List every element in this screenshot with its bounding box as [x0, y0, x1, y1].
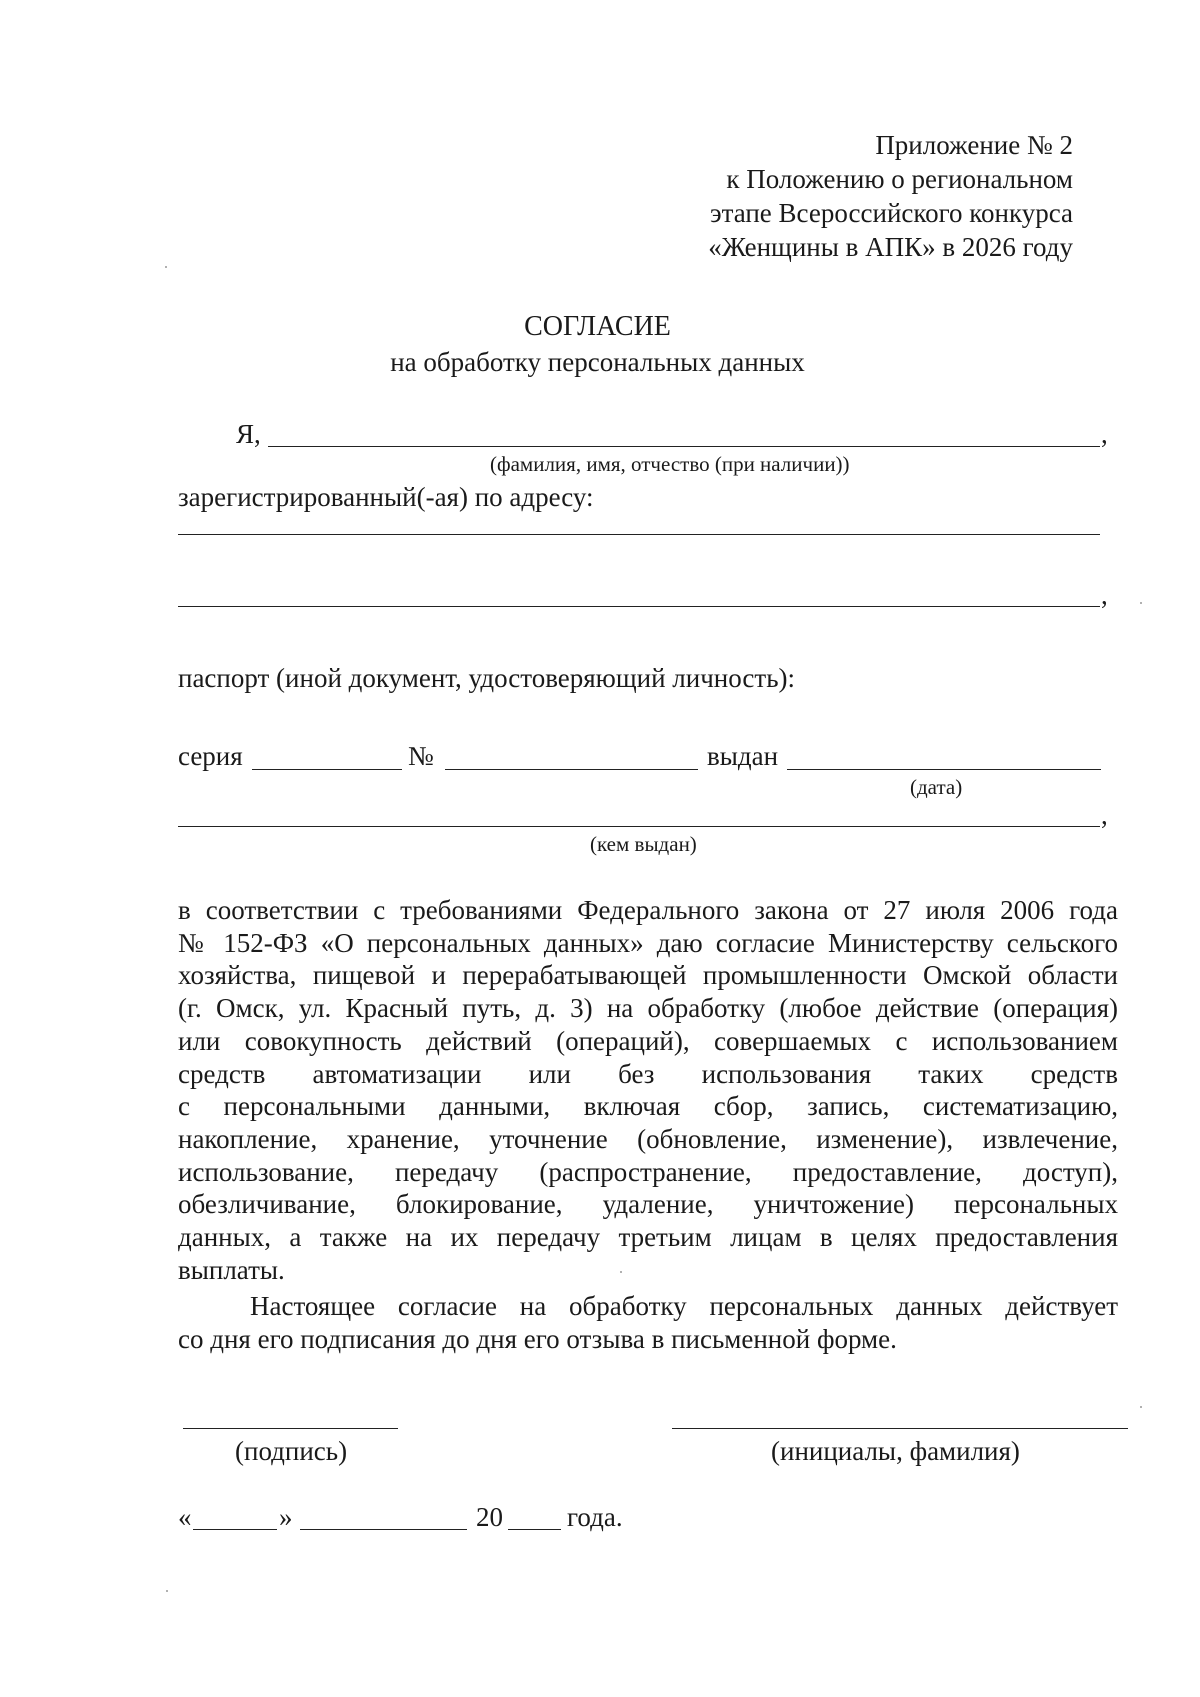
- consent-line: или совокупность действий (операций), совершаемых с использованием: [178, 1025, 1118, 1056]
- issued-by-comma: ,: [1101, 800, 1108, 830]
- fio-caption: (фамилия, имя, отчество (при наличии)): [490, 452, 850, 476]
- validity-paragraph: [178, 1290, 1118, 1355]
- number-label: №: [408, 741, 434, 771]
- fio-comma: ,: [1101, 419, 1108, 449]
- scan-dust: [1140, 1406, 1142, 1408]
- issue-date-field-line[interactable]: [787, 769, 1101, 770]
- consent-line: данных, а также на их передачу третьим лицам в целях предоставления: [178, 1222, 1118, 1253]
- scan-dust: [1140, 602, 1142, 604]
- name-field-line[interactable]: [672, 1428, 1128, 1429]
- month-field-line[interactable]: [300, 1529, 467, 1530]
- scan-dust: [620, 1271, 622, 1273]
- series-label: серия: [178, 741, 243, 771]
- date-caption: (дата): [910, 775, 963, 799]
- validity-line: со дня его подписания до дня его отзыва в письменной форме.: [178, 1323, 897, 1354]
- passport-label: паспорт (иной документ, удостоверяющий личность):: [178, 663, 796, 693]
- appendix-reference-line-2: к Положению о региональном: [726, 164, 1073, 194]
- signature-caption: (подпись): [235, 1436, 348, 1466]
- consent-line: с персональными данными, включая сбор, запись, систематизацию,: [178, 1091, 1118, 1122]
- consent-line: средств автоматизации или без использования таких средств: [178, 1058, 1118, 1089]
- issued-by-caption: (кем выдан): [590, 832, 697, 856]
- address-comma: ,: [1101, 580, 1108, 610]
- appendix-number: Приложение № 2: [875, 130, 1073, 160]
- consent-line: в соответствии с требованиями Федерального закона от 27 июля 2006 года: [178, 895, 1118, 925]
- appendix-reference-line-3: этапе Всероссийского конкурса: [710, 198, 1073, 228]
- appendix-header: [708, 128, 1073, 264]
- consent-line: (г. Омск, ул. Красный путь, д. 3) на обработку (любое действие (операция): [178, 993, 1118, 1024]
- validity-line: Настоящее согласие на обработку персональных данных действует: [250, 1291, 1118, 1321]
- scan-dust: [166, 1590, 168, 1592]
- name-caption: (инициалы, фамилия): [771, 1436, 1020, 1466]
- date-open-quote: «: [178, 1502, 192, 1532]
- appendix-reference-line-4: «Женщины в АПК» в 2026 году: [708, 232, 1073, 262]
- address-field-line-1[interactable]: [178, 534, 1100, 535]
- series-field-line[interactable]: [252, 769, 402, 770]
- document-title: СОГЛАСИЕ: [524, 311, 671, 342]
- document-subtitle: на обработку персональных данных: [390, 347, 805, 377]
- registered-address-label: зарегистрированный(-ая) по адресу:: [178, 482, 594, 512]
- address-field-line-2[interactable]: [178, 606, 1100, 607]
- scan-dust: [165, 266, 167, 268]
- consent-paragraph: [178, 894, 1118, 1286]
- consent-line: выплаты.: [178, 1254, 285, 1285]
- day-field-line[interactable]: [193, 1529, 277, 1530]
- consent-line: № 152-ФЗ «О персональных данных» даю согласие Министерству сельского: [178, 927, 1118, 958]
- consent-line: накопление, хранение, уточнение (обновление, изменение), извлечение,: [178, 1123, 1118, 1154]
- number-field-line[interactable]: [445, 769, 698, 770]
- fio-field-line[interactable]: [268, 446, 1100, 447]
- issued-label: выдан: [707, 741, 779, 771]
- i-label: Я,: [236, 419, 261, 449]
- consent-line: хозяйства, пищевой и перерабатывающей промышленности Омской области: [178, 960, 1118, 991]
- issued-by-field-line[interactable]: [178, 826, 1100, 827]
- century-label: 20: [476, 1502, 503, 1532]
- year-word: года.: [567, 1502, 623, 1532]
- signature-field-line[interactable]: [183, 1428, 398, 1429]
- date-close-quote: »: [279, 1502, 293, 1532]
- consent-line: обезличивание, блокирование, удаление, уничтожение) персональных: [178, 1189, 1118, 1220]
- consent-line: использование, передачу (распространение, предоставление, доступ),: [178, 1156, 1118, 1187]
- year-field-line[interactable]: [508, 1529, 561, 1530]
